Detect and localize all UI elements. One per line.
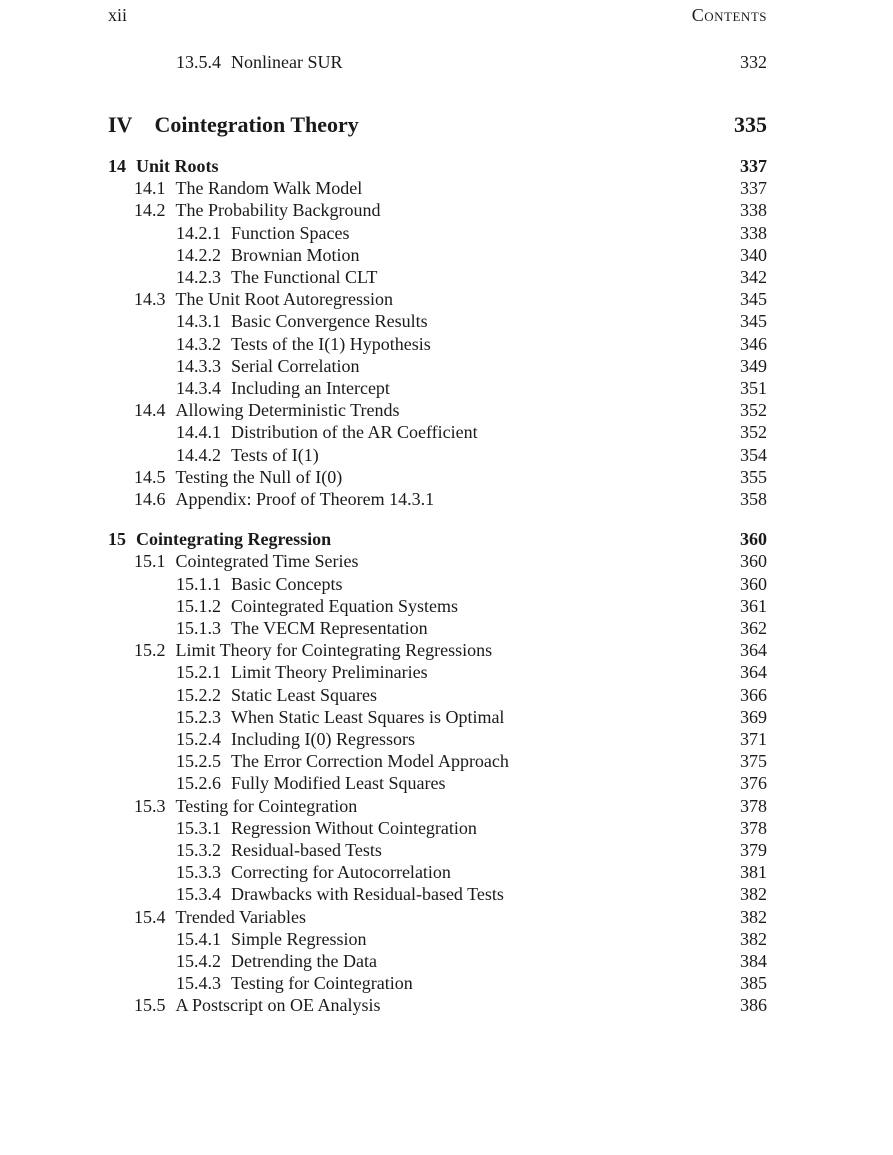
toc-entry-number: 15.2.5 xyxy=(176,751,221,771)
toc-entry-number: 14.5 xyxy=(134,467,166,487)
toc-entry xyxy=(0,222,893,244)
toc-entry-title: Distribution of the AR Coefficient xyxy=(231,422,478,442)
toc-entry-number: 15.1.2 xyxy=(176,596,221,616)
toc-entry-number: 14.3 xyxy=(134,289,166,309)
toc-entry-number: 15.2 xyxy=(134,640,166,660)
toc-entry-page: 381 xyxy=(740,862,767,882)
toc-entry xyxy=(0,51,893,73)
toc-entry-page: 364 xyxy=(740,662,767,682)
toc-entry-number: 15.2.4 xyxy=(176,729,221,749)
toc-entry-title: Testing for Cointegration xyxy=(175,796,358,816)
toc-entry-page: 366 xyxy=(740,685,767,705)
toc-entry-title: Including an Intercept xyxy=(231,378,390,398)
toc-entry xyxy=(0,595,893,617)
toc-entry-title: Limit Theory for Cointegrating Regressions xyxy=(175,640,493,660)
toc-entry-title: Function Spaces xyxy=(231,223,350,243)
toc-entry-number: 14.2.3 xyxy=(176,267,221,287)
toc-entry xyxy=(0,333,893,355)
toc-entry-label xyxy=(176,950,377,972)
toc-entry-page: 345 xyxy=(740,311,767,331)
toc-entry-number: 14.6 xyxy=(134,489,166,509)
toc-entry-page: 338 xyxy=(740,223,767,243)
toc-entry-label xyxy=(176,222,350,244)
toc-entry xyxy=(0,750,893,772)
toc-entry-label xyxy=(176,355,359,377)
toc-entry-number: 14.4.2 xyxy=(176,445,221,465)
toc-entry xyxy=(0,110,893,140)
toc-entry-page: 371 xyxy=(740,729,767,749)
toc-entry-title: Residual-based Tests xyxy=(231,840,382,860)
toc-entry-number: 13.5.4 xyxy=(176,52,221,72)
toc-entry-label xyxy=(176,728,415,750)
toc-entry-page: 378 xyxy=(740,796,767,816)
toc-entry-title: Testing for Cointegration xyxy=(231,973,413,993)
toc-entry-page: 375 xyxy=(740,751,767,771)
toc-entry-number: 14.3.4 xyxy=(176,378,221,398)
toc-entry-page: 360 xyxy=(740,529,767,549)
toc-entry xyxy=(0,772,893,794)
toc-entry-label xyxy=(176,817,477,839)
toc-entry-label xyxy=(176,51,343,73)
toc-entry-number: 14.2 xyxy=(134,200,166,220)
toc-entry-page: 351 xyxy=(740,378,767,398)
toc-entry xyxy=(0,883,893,905)
toc-entry-title: Regression Without Cointegration xyxy=(231,818,477,838)
toc-entry-page: 340 xyxy=(740,245,767,265)
toc-entry-page: 376 xyxy=(740,773,767,793)
toc-entry-title: Static Least Squares xyxy=(231,685,377,705)
toc-entry-number: 15.2.6 xyxy=(176,773,221,793)
toc-entry-page: 361 xyxy=(740,596,767,616)
toc-entry-title: Testing the Null of I(0) xyxy=(175,467,343,487)
toc-entry-number: 15.4.3 xyxy=(176,973,221,993)
toc-entry-title: Cointegrating Regression xyxy=(136,529,332,549)
toc-entry-page: 382 xyxy=(740,907,767,927)
toc-entry xyxy=(0,994,893,1016)
section-title: Contents xyxy=(691,5,767,25)
toc-entry xyxy=(0,906,893,928)
toc-entry-title: Detrending the Data xyxy=(231,951,377,971)
toc-entry-number: 15.1 xyxy=(134,551,166,571)
toc-entry-page: 386 xyxy=(740,995,767,1015)
toc-entry-label xyxy=(176,772,445,794)
toc-entry-label xyxy=(176,661,428,683)
toc-entry-number: 15.5 xyxy=(134,995,166,1015)
toc-entry xyxy=(0,399,893,421)
toc-entry-number: 15.3.3 xyxy=(176,862,221,882)
toc-entry-number: 15.2.1 xyxy=(176,662,221,682)
toc-entry-number: 14.2.1 xyxy=(176,223,221,243)
toc-entry xyxy=(0,310,893,332)
toc-entry xyxy=(0,795,893,817)
toc-entry-page: 355 xyxy=(740,467,767,487)
toc-entry-title: When Static Least Squares is Optimal xyxy=(231,707,505,727)
toc-entry xyxy=(0,928,893,950)
toc-entry-page: 354 xyxy=(740,445,767,465)
toc-entry-page: 369 xyxy=(740,707,767,727)
toc-entry-label xyxy=(134,488,434,510)
toc-entry-label xyxy=(176,333,431,355)
toc-entry-page: 332 xyxy=(740,52,767,72)
toc-entry-page: 342 xyxy=(740,267,767,287)
toc-entry xyxy=(0,528,893,550)
toc-entry xyxy=(0,199,893,221)
toc-entry-title: Appendix: Proof of Theorem 14.3.1 xyxy=(175,489,435,509)
toc-entry-label xyxy=(134,199,380,221)
toc-entry-number: 14.4.1 xyxy=(176,422,221,442)
toc-entry-page: 337 xyxy=(740,156,767,176)
toc-entry-number: 14 xyxy=(108,156,126,176)
toc-entry-page: 349 xyxy=(740,356,767,376)
toc-entry xyxy=(0,550,893,572)
toc-entry xyxy=(0,444,893,466)
toc-entry-number: 15.3 xyxy=(134,796,166,816)
toc-entry-label xyxy=(134,906,306,928)
toc-entry-title: Serial Correlation xyxy=(231,356,360,376)
toc-entry-label xyxy=(108,528,331,550)
toc-entry xyxy=(0,639,893,661)
toc-entry-label xyxy=(134,994,381,1016)
toc-entry-number: 14.2.2 xyxy=(176,245,221,265)
toc-entry-title: The Random Walk Model xyxy=(175,178,363,198)
toc-entry-title: Correcting for Autocorrelation xyxy=(231,862,451,882)
toc-entry-number: 15 xyxy=(108,529,126,549)
toc-entry xyxy=(0,421,893,443)
toc-entry-label xyxy=(176,883,504,905)
running-head xyxy=(108,5,767,29)
toc-entry-label xyxy=(134,288,393,310)
toc-entry-label xyxy=(176,573,342,595)
toc-entry xyxy=(0,861,893,883)
toc-entry-label xyxy=(176,444,319,466)
toc-entry xyxy=(0,950,893,972)
toc-entry-number: 14.3.1 xyxy=(176,311,221,331)
toc-entry-label xyxy=(176,684,377,706)
toc-entry-page: 378 xyxy=(740,818,767,838)
toc-entry-label xyxy=(134,639,492,661)
toc-entry-title: Fully Modified Least Squares xyxy=(231,773,446,793)
toc-entry-label xyxy=(176,972,413,994)
toc-entry xyxy=(0,377,893,399)
toc-entry-label xyxy=(134,466,342,488)
toc-entry-label xyxy=(176,266,377,288)
toc-entry-title: A Postscript on OE Analysis xyxy=(175,995,381,1015)
toc-entry-title: Basic Convergence Results xyxy=(231,311,428,331)
toc-entry-page: 358 xyxy=(740,489,767,509)
toc-entry-page: 379 xyxy=(740,840,767,860)
toc-entry-title: The Probability Background xyxy=(175,200,381,220)
toc-entry xyxy=(0,817,893,839)
toc-entry-page: 382 xyxy=(740,929,767,949)
toc-entry xyxy=(0,488,893,510)
toc-entry-number: 14.4 xyxy=(134,400,166,420)
toc-entry xyxy=(0,972,893,994)
toc-entry-title: The Functional CLT xyxy=(231,267,378,287)
toc-entry-title: Basic Concepts xyxy=(231,574,343,594)
toc-entry-number: 15.4 xyxy=(134,907,166,927)
toc-entry-number: 15.4.2 xyxy=(176,951,221,971)
toc-entry-title: The Unit Root Autoregression xyxy=(175,289,393,309)
toc-entry xyxy=(0,728,893,750)
toc-entry-number: 15.1.3 xyxy=(176,618,221,638)
toc-entry-title: The Error Correction Model Approach xyxy=(231,751,509,771)
toc-entry-label xyxy=(108,155,219,177)
toc-entry xyxy=(0,288,893,310)
toc-entry-title: Brownian Motion xyxy=(231,245,360,265)
toc-entry xyxy=(0,244,893,266)
toc-entry-number: 15.1.1 xyxy=(176,574,221,594)
toc-entry-page: 346 xyxy=(740,334,767,354)
toc-entry xyxy=(0,661,893,683)
toc-entry-label xyxy=(176,421,478,443)
toc-entry-title: Including I(0) Regressors xyxy=(231,729,415,749)
toc-entry-title: Drawbacks with Residual-based Tests xyxy=(231,884,504,904)
toc-entry-label xyxy=(176,377,390,399)
toc-entry xyxy=(0,706,893,728)
toc-entry-number: 14.3.2 xyxy=(176,334,221,354)
toc-entry xyxy=(0,617,893,639)
toc-entry-page: 352 xyxy=(740,400,767,420)
toc-entry-number: IV xyxy=(108,112,133,137)
toc-entry-page: 360 xyxy=(740,574,767,594)
toc-entry xyxy=(0,839,893,861)
toc-entry-title: Cointegrated Time Series xyxy=(175,551,359,571)
toc-entry-title: Simple Regression xyxy=(231,929,367,949)
toc-entry-label xyxy=(176,750,509,772)
toc-entry xyxy=(0,177,893,199)
toc-entry-number: 15.3.4 xyxy=(176,884,221,904)
toc-entry-title: Cointegration Theory xyxy=(154,112,359,137)
toc-entry-number: 15.2.3 xyxy=(176,707,221,727)
toc-entry-title: Tests of I(1) xyxy=(231,445,319,465)
toc-entry-page: 385 xyxy=(740,973,767,993)
toc-entry-title: Allowing Deterministic Trends xyxy=(175,400,400,420)
toc-entry-number: 15.2.2 xyxy=(176,685,221,705)
toc-entry-title: Tests of the I(1) Hypothesis xyxy=(231,334,431,354)
toc-entry-label xyxy=(134,399,400,421)
toc-entry-page: 362 xyxy=(740,618,767,638)
toc-entry-number: 15.4.1 xyxy=(176,929,221,949)
page-number: xii xyxy=(108,5,128,25)
toc-entry-title: Unit Roots xyxy=(136,156,219,176)
toc-entry-label xyxy=(134,795,357,817)
toc-entry-page: 382 xyxy=(740,884,767,904)
toc-entry-label xyxy=(176,839,382,861)
toc-entry-number: 14.1 xyxy=(134,178,166,198)
toc-entry-page: 345 xyxy=(740,289,767,309)
toc-entry-number: 14.3.3 xyxy=(176,356,221,376)
toc-entry xyxy=(0,466,893,488)
toc-entry-label xyxy=(176,617,428,639)
toc-entry-page: 364 xyxy=(740,640,767,660)
toc-entry-label xyxy=(134,177,362,199)
toc-entry-page: 335 xyxy=(734,112,767,137)
toc-entry-number: 15.3.2 xyxy=(176,840,221,860)
toc-entry-page: 337 xyxy=(740,178,767,198)
toc-entry xyxy=(0,266,893,288)
toc-entry-label xyxy=(176,310,428,332)
toc-entry xyxy=(0,355,893,377)
toc-entry-number: 15.3.1 xyxy=(176,818,221,838)
toc-entry-label xyxy=(176,706,504,728)
toc-entry-label xyxy=(176,928,367,950)
toc-entry-label xyxy=(108,110,359,140)
toc-entry-page: 360 xyxy=(740,551,767,571)
toc-entry xyxy=(0,155,893,177)
toc-entry-page: 384 xyxy=(740,951,767,971)
toc-entry xyxy=(0,684,893,706)
toc-entry-label xyxy=(176,595,458,617)
toc-entry-page: 338 xyxy=(740,200,767,220)
toc-entry-label xyxy=(176,244,360,266)
toc-entry-label xyxy=(176,861,451,883)
toc-entry xyxy=(0,573,893,595)
toc-entry-page: 352 xyxy=(740,422,767,442)
toc-entry-title: Nonlinear SUR xyxy=(231,52,343,72)
toc-entry-title: Limit Theory Preliminaries xyxy=(231,662,428,682)
toc-entry-title: Cointegrated Equation Systems xyxy=(231,596,458,616)
toc-entry-title: The VECM Representation xyxy=(231,618,428,638)
toc-entry-title: Trended Variables xyxy=(175,907,306,927)
toc-entry-label xyxy=(134,550,359,572)
